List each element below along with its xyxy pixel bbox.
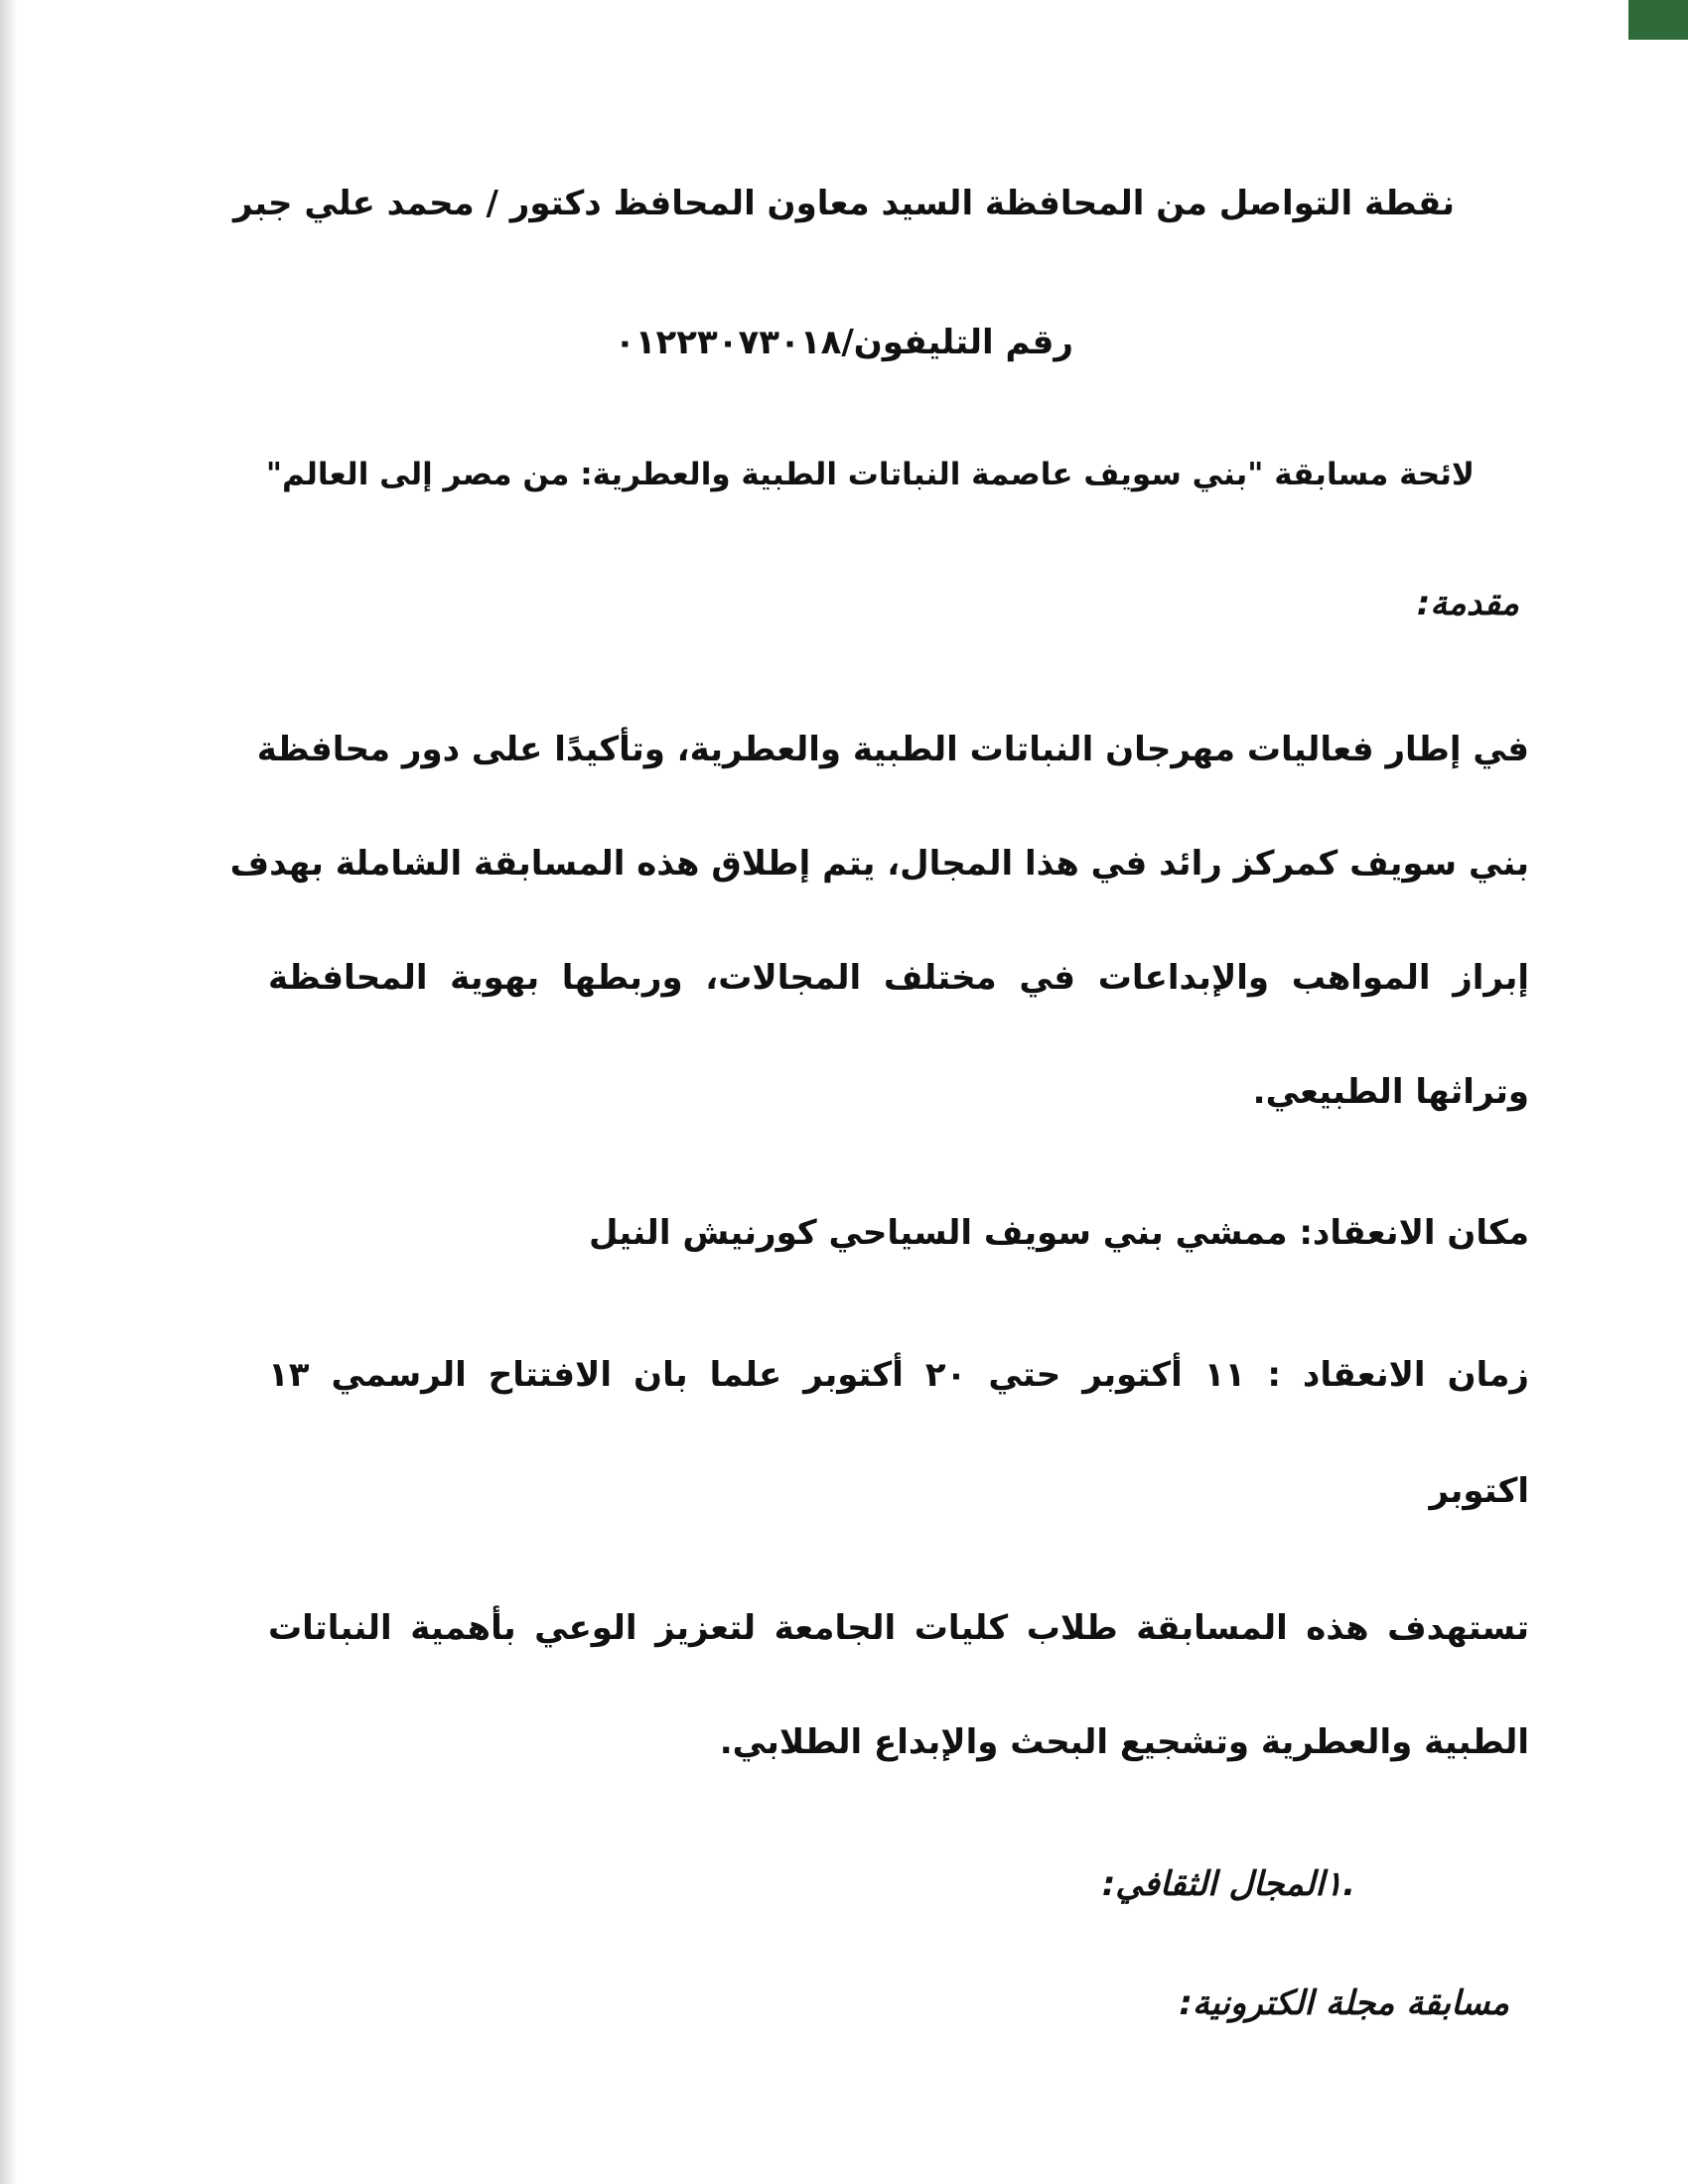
venue-line: مكان الانعقاد: ممشي بني سويف السياحي كورنيش النيل bbox=[588, 1213, 1529, 1253]
intro-line-1: في إطار فعاليات مهرجان النباتات الطبية والعطرية، وتأكيدًا على دور محافظة bbox=[256, 730, 1529, 769]
date-line-1: زمان الانعقاد : ١١ أكتوبر حتي ٢٠ أكتوبر علما بان الافتتاح الرسمي ١٣ bbox=[268, 1355, 1529, 1395]
intro-heading: مقدمة: bbox=[1416, 584, 1519, 623]
corner-scan-mark bbox=[1628, 0, 1688, 40]
intro-line-3: إبراز المواهب والإبداعات في مختلف المجالات، وربطها بهوية المحافظة bbox=[268, 958, 1529, 998]
subsection-heading: مسابقة مجلة الكترونية: bbox=[1179, 1983, 1509, 2023]
phone-line: رقم التليفون/٠١٢٢٣٠٧٣٠١٨ bbox=[615, 323, 1073, 362]
contact-line: نقطة التواصل من المحافظة السيد معاون المحافظ دكتور / محمد علي جبر bbox=[232, 184, 1456, 223]
date-line-2: اكتوبر bbox=[1429, 1471, 1529, 1511]
intro-line-2: بني سويف كمركز رائد في هذا المجال، يتم إطلاق هذه المسابقة الشاملة بهدف bbox=[229, 844, 1529, 884]
intro-line-4: وتراثها الطبيعي. bbox=[1252, 1072, 1529, 1112]
section-heading: .١المجال الثقافي: bbox=[1101, 1864, 1355, 1904]
target-line-1: تستهدف هذه المسابقة طلاب كليات الجامعة لتعزيز الوعي بأهمية النباتات bbox=[268, 1608, 1529, 1648]
target-line-2: الطبية والعطرية وتشجيع البحث والإبداع الطلابي. bbox=[719, 1722, 1529, 1762]
document-title: لائحة مسابقة "بني سويف عاصمة النباتات الطبية والعطرية: من مصر إلى العالم" bbox=[265, 457, 1475, 492]
